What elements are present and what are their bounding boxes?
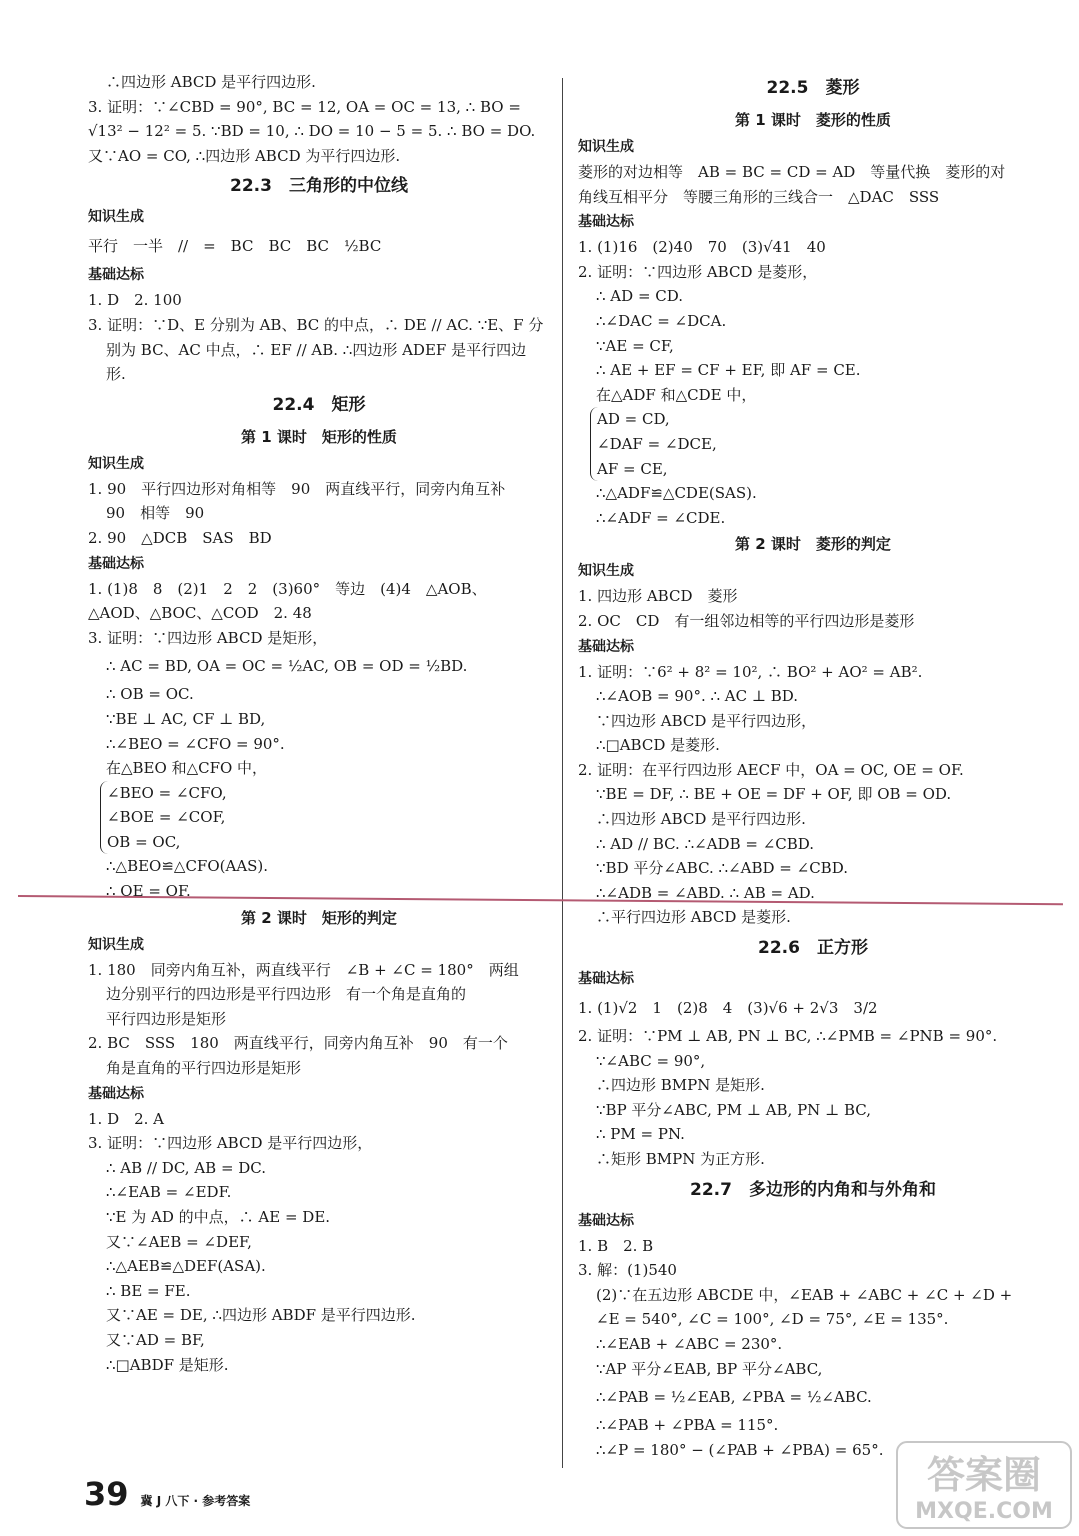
answer-line: 边分别平行的四边形是平行四边形 有一个角是直角的: [106, 985, 467, 1004]
answer-line: ∵E 为 AD 的中点，∴ AE = DE.: [106, 1208, 331, 1226]
answer-line: 又∵AO = CO, ∴四边形 ABCD 为平行四边形.: [88, 146, 401, 165]
section-title: 22.7 多边形的内角和与外角和: [690, 1179, 936, 1200]
answer-line: 2. 证明：∵四边形 ABCD 是菱形，: [578, 262, 818, 281]
subsection-label: 知识生成: [88, 936, 144, 953]
answer-line: 别为 BC、AC 中点，∴ EF // AB. ∴四边形 ADEF 是平行四边: [106, 340, 527, 359]
answer-line: ∵BE ⊥ AC, CF ⊥ BD,: [106, 709, 266, 728]
left-column: [88, 70, 550, 1377]
answer-line: ∴△BEO≌△CFO(AAS).: [106, 857, 269, 876]
equation-line: AF = CE,: [597, 459, 668, 478]
column-divider: [562, 78, 563, 1468]
footer-text: 冀 J 八下 · 参考答案: [140, 1494, 251, 1508]
answer-line: ∴四边形 BMPN 是矩形.: [596, 1076, 765, 1095]
lesson-title: 第 2 课时 矩形的判定: [241, 908, 397, 927]
answer-line: ∵AE = CF,: [596, 336, 674, 355]
answer-line: ∵∠ABC = 90°,: [596, 1051, 706, 1070]
answer-line: ∴四边形 ABCD 是平行四边形.: [596, 810, 806, 829]
answer-line: 1. 90 平行四边形对角相等 90 两直线平行，同旁内角互补: [88, 479, 506, 498]
answer-line: ∴∠BEO = ∠CFO = 90°.: [106, 734, 285, 753]
answer-line: ∴□ABCD 是菱形.: [596, 736, 720, 755]
answer-line: ∴∠P = 180° − (∠PAB + ∠PBA) = 65°.: [596, 1440, 884, 1459]
answer-line: ∵BE = DF, ∴ BE + OE = DF + OF, 即 OB = OD.: [596, 785, 952, 804]
answer-line: ∴ OE = OF.: [106, 882, 191, 901]
section-title: 22.4 矩形: [272, 394, 366, 415]
section-title: 22.3 三角形的中位线: [230, 176, 408, 197]
answer-line: 3. 证明：∵四边形 ABCD 是平行四边形，: [88, 1134, 373, 1153]
answer-line: ∴∠EAB + ∠ABC = 230°.: [596, 1334, 783, 1353]
subsection-label: 基础达标: [88, 267, 144, 284]
answer-line: ∠E = 540°, ∠C = 100°, ∠D = 75°, ∠E = 135°.: [596, 1310, 949, 1329]
answer-line: 1. 证明：∵6² + 8² = 10², ∴ BO² + AO² = AB².: [578, 662, 923, 681]
brace-system: [100, 781, 550, 855]
answer-line: ∴ AB // DC, AB = DC.: [106, 1158, 267, 1177]
answer-line: 1. (1)16 (2)40 70 (3)√41 40: [578, 238, 826, 257]
answer-line: 1. D 2. A: [88, 1109, 165, 1128]
answer-line: △AOD、△BOC、△COD 2. 48: [88, 604, 312, 623]
answer-line: ∴∠DAC = ∠DCA.: [596, 311, 727, 330]
answer-line: 角是直角的平行四边形是矩形: [106, 1059, 302, 1078]
equation-line: OB = OC,: [107, 832, 181, 851]
lesson-title: 第 2 课时 菱形的判定: [735, 535, 891, 554]
answer-line: 2. 证明：∵PM ⊥ AB, PN ⊥ BC, ∴∠PMB = ∠PNB = 90°.: [578, 1027, 998, 1046]
equation-line: ∠BEO = ∠CFO,: [107, 783, 227, 802]
answer-line: 2. BC SSS 180 两直线平行，同旁内角互补 90 有一个: [88, 1034, 508, 1053]
answer-line: ∴∠ADB = ∠ABD. ∴ AB = AD.: [596, 883, 815, 902]
answer-line: ∴ AD = CD.: [596, 287, 684, 306]
answer-line: 菱形的对边相等 AB = BC = CD = AD 等量代换 菱形的对: [578, 163, 1006, 181]
answer-line: 又∵AD = BF,: [106, 1330, 205, 1349]
subsection-label: 基础达标: [578, 971, 634, 988]
answer-line: ∴∠EAB = ∠EDF.: [106, 1183, 232, 1202]
answer-line: ∴ AD // BC. ∴∠ADB = ∠CBD.: [596, 834, 815, 853]
answer-line: 2. OC CD 有一组邻边相等的平行四边形是菱形: [578, 611, 915, 630]
lesson-title: 第 1 课时 菱形的性质: [735, 111, 891, 129]
section-title: 22.5 菱形: [766, 78, 860, 98]
answer-line: ∴∠PAB + ∠PBA = 115°.: [596, 1416, 779, 1435]
lesson-title: 第 1 课时 矩形的性质: [241, 427, 397, 446]
answer-line: 1. 180 同旁内角互补，两直线平行 ∠B + ∠C = 180° 两组: [88, 960, 519, 979]
subsection-label: 知识生成: [578, 563, 634, 580]
answer-line: ∴△AEB≌△DEF(ASA).: [106, 1257, 266, 1276]
answer-line: 平行四边形是矩形: [106, 1009, 227, 1028]
subsection-label: 知识生成: [88, 209, 144, 226]
answer-line: ∴平行四边形 ABCD 是菱形.: [596, 908, 791, 927]
equation-line: ∠BOE = ∠COF,: [107, 808, 226, 827]
answer-line: 3. 解：(1)540: [578, 1261, 677, 1280]
answer-line: ∴矩形 BMPN 为正方形.: [596, 1150, 765, 1168]
answer-line: ∴∠ADF = ∠CDE.: [596, 508, 726, 527]
answer-line: (2)∵在五边形 ABCDE 中，∠EAB + ∠ABC + ∠C + ∠D +: [596, 1285, 1013, 1304]
subsection-label: 基础达标: [578, 214, 634, 231]
subsection-label: 知识生成: [88, 455, 144, 472]
answer-line: 2. 90 △DCB SAS BD: [88, 528, 272, 547]
watermark-line2: MXQE.COM: [915, 1499, 1053, 1524]
page-footer: [84, 1475, 250, 1513]
answer-line: ∴ BE = FE.: [106, 1281, 191, 1300]
answer-line: ∴∠PAB = ½∠EAB, ∠PBA = ½∠ABC.: [596, 1388, 872, 1407]
equation-line: AD = CD,: [597, 410, 670, 429]
page-number: 39: [84, 1475, 129, 1513]
answer-line: ∴∠AOB = 90°. ∴ AC ⊥ BD.: [596, 687, 799, 706]
answer-line: ∴ PM = PN.: [596, 1125, 685, 1144]
subsection-label: 基础达标: [578, 638, 634, 655]
equation-line: ∠DAF = ∠DCE,: [597, 434, 717, 453]
answer-line: ∴ OB = OC.: [106, 685, 194, 704]
answer-line: ∵AP 平分∠EAB, BP 平分∠ABC,: [596, 1359, 823, 1378]
answer-line: 在△BEO 和△CFO 中，: [106, 759, 268, 778]
subsection-label: 基础达标: [578, 1212, 634, 1229]
right-column: [578, 70, 1048, 1462]
answer-line: 在△ADF 和△CDE 中，: [596, 385, 757, 404]
answer-line: 3. 证明：∵D、E 分别为 AB、BC 的中点，∴ DE // AC. ∵E、F 分: [88, 315, 544, 334]
answer-line: ∵BP 平分∠ABC, PM ⊥ AB, PN ⊥ BC,: [596, 1100, 871, 1119]
watermark-logo: [895, 1440, 1073, 1530]
answer-line: 1. B 2. B: [578, 1236, 654, 1255]
answer-line: 平行 一半 // = BC BC BC ½BC: [88, 237, 382, 256]
answer-line: 3. 证明：∵∠CBD = 90°, BC = 12, OA = OC = 13, ∴ BO =: [88, 97, 521, 116]
watermark-line1: 答案圈: [926, 1453, 1042, 1497]
answer-line: ∴□ABDF 是矩形.: [106, 1355, 229, 1374]
brace-system: [590, 407, 1048, 481]
subsection-label: 基础达标: [88, 1085, 144, 1102]
answer-line: ∵BD 平分∠ABC. ∴∠ABD = ∠CBD.: [596, 859, 848, 878]
answer-line: 2. 证明：在平行四边形 AECF 中，OA = OC, OE = OF.: [578, 760, 964, 779]
subsection-label: 基础达标: [88, 555, 144, 572]
answer-line: 3. 证明：∵四边形 ABCD 是矩形，: [88, 628, 328, 647]
answer-line: ∵四边形 ABCD 是平行四边形，: [596, 711, 817, 730]
answer-line: ∴ AE + EF = CF + EF, 即 AF = CE.: [596, 361, 861, 380]
answer-line: 又∵∠AEB = ∠DEF,: [106, 1232, 252, 1251]
subsection-label: 知识生成: [578, 139, 634, 155]
answer-line: 1. (1)8 8 (2)1 2 2 (3)60° 等边 (4)4 △AOB、: [88, 579, 487, 598]
answer-line: √13² − 12² = 5. ∵BD = 10, ∴ DO = 10 − 5 = 5. ∴ BO = DO.: [88, 122, 536, 141]
answer-line: 1. (1)√2 1 (2)8 4 (3)√6 + 2√3 3/2: [578, 999, 878, 1018]
answer-line: ∴ AC = BD, OA = OC = ½AC, OB = OD = ½BD.: [106, 657, 468, 676]
answer-line: 又∵AE = DE, ∴四边形 ABDF 是平行四边形.: [106, 1306, 416, 1325]
answer-line: 形.: [106, 365, 126, 384]
answer-line: ∴△ADF≌△CDE(SAS).: [596, 484, 757, 503]
answer-line: 1. D 2. 100: [88, 291, 182, 310]
answer-line: 1. 四边形 ABCD 菱形: [578, 587, 738, 606]
section-title: 22.6 正方形: [758, 938, 868, 959]
answer-line: 90 相等 90: [106, 504, 205, 523]
answer-line: 角线互相平分 等腰三角形的三线合一 △DAC SSS: [578, 187, 940, 206]
answer-line: ∴四边形 ABCD 是平行四边形.: [106, 73, 316, 91]
